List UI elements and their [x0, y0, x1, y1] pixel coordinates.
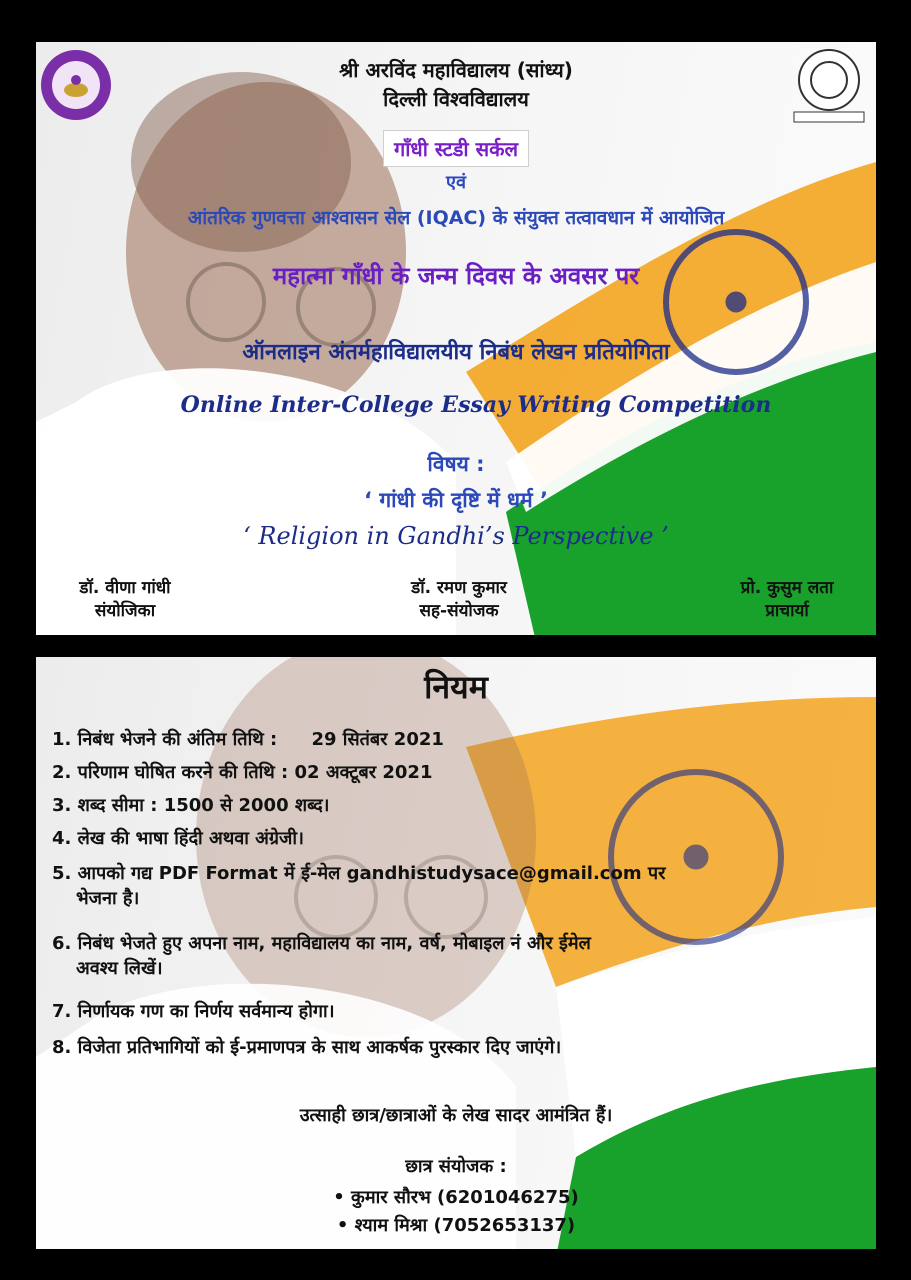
coordinators-label: छात्र संयोजक : [405, 1156, 507, 1177]
signatory-name: डॉ. रमण कुमार [411, 578, 507, 598]
occasion-heading: महात्मा गाँधी के जन्म दिवस के अवसर पर [272, 262, 640, 290]
topic-english: ‘ Religion in Gandhi’s Perspective ’ [243, 522, 669, 550]
signatory-3 [712, 577, 862, 623]
and-text: एवं [446, 172, 466, 193]
competition-title-english: Online Inter-College Essay Writing Competition [180, 392, 772, 418]
rule-item: 8. विजेता प्रतिभागियों को ई-प्रमाणपत्र के साथ आकर्षक पुरस्कार दिए जाएंगे। [52, 1037, 562, 1058]
signatory-name: प्रो. कुसुम लता [740, 578, 834, 598]
rule-item: 7. निर्णायक गण का निर्णय सर्वमान्य होगा। [52, 1001, 335, 1022]
coordinator-1: • कुमार सौरभ (6201046275) [333, 1187, 579, 1208]
signatory-role: सह-संयोजक [419, 601, 499, 621]
signatory-1 [50, 577, 200, 623]
signatory-role: प्राचार्या [765, 601, 809, 621]
competition-title-hindi: ऑनलाइन अंतर्महाविद्यालयीय निबंध लेखन प्रतियोगिता [242, 340, 670, 365]
gandhi-study-circle-badge: गाँधी स्टडी सर्कल [383, 130, 529, 167]
rule-item: 6. निबंध भेजते हुए अपना नाम, महाविद्यालय का नाम, वर्ष, मोबाइल नं और ईमेल अवश्य लिखें। [52, 933, 591, 979]
coordinator-2: • श्याम मिश्रा (7052653137) [336, 1215, 576, 1236]
poster-panel [36, 42, 876, 635]
iqac-line: आंतरिक गुणवत्ता आश्वासन सेल (IQAC) के संयुक्त तत्वावधान में आयोजित [187, 207, 725, 229]
rules-panel [36, 657, 876, 1249]
rule-item: 4. लेख की भाषा हिंदी अथवा अंग्रेजी। [52, 828, 304, 849]
topic-label: विषय : [427, 452, 485, 476]
rule-item: 3. शब्द सीमा : 1500 से 2000 शब्द। [52, 795, 330, 816]
rule-item: 2. परिणाम घोषित करने की तिथि : 02 अक्टूबर 2021 [52, 762, 433, 783]
rule-item: 1. निबंध भेजने की अंतिम तिथि : 29 सितंबर 2021 [52, 729, 444, 750]
university-name: दिल्ली विश्वविद्यालय [383, 87, 529, 111]
rules-heading: नियम [424, 668, 488, 706]
invitation-text: उत्साही छात्र/छात्राओं के लेख सादर आमंत्रित हैं। [299, 1105, 613, 1126]
signatory-name: डॉ. वीणा गांधी [79, 578, 171, 598]
rule-item: 5. आपको गद्य PDF Format में ई-मेल gandhistudysace@gmail.com पर भेजना है। [52, 863, 666, 909]
signatory-role: संयोजिका [94, 601, 156, 621]
college-name: श्री अरविंद महाविद्यालय (सांध्य) [339, 58, 573, 82]
topic-hindi: ‘ गांधी की दृष्टि में धर्म ’ [364, 488, 548, 512]
signatory-2 [384, 577, 534, 623]
